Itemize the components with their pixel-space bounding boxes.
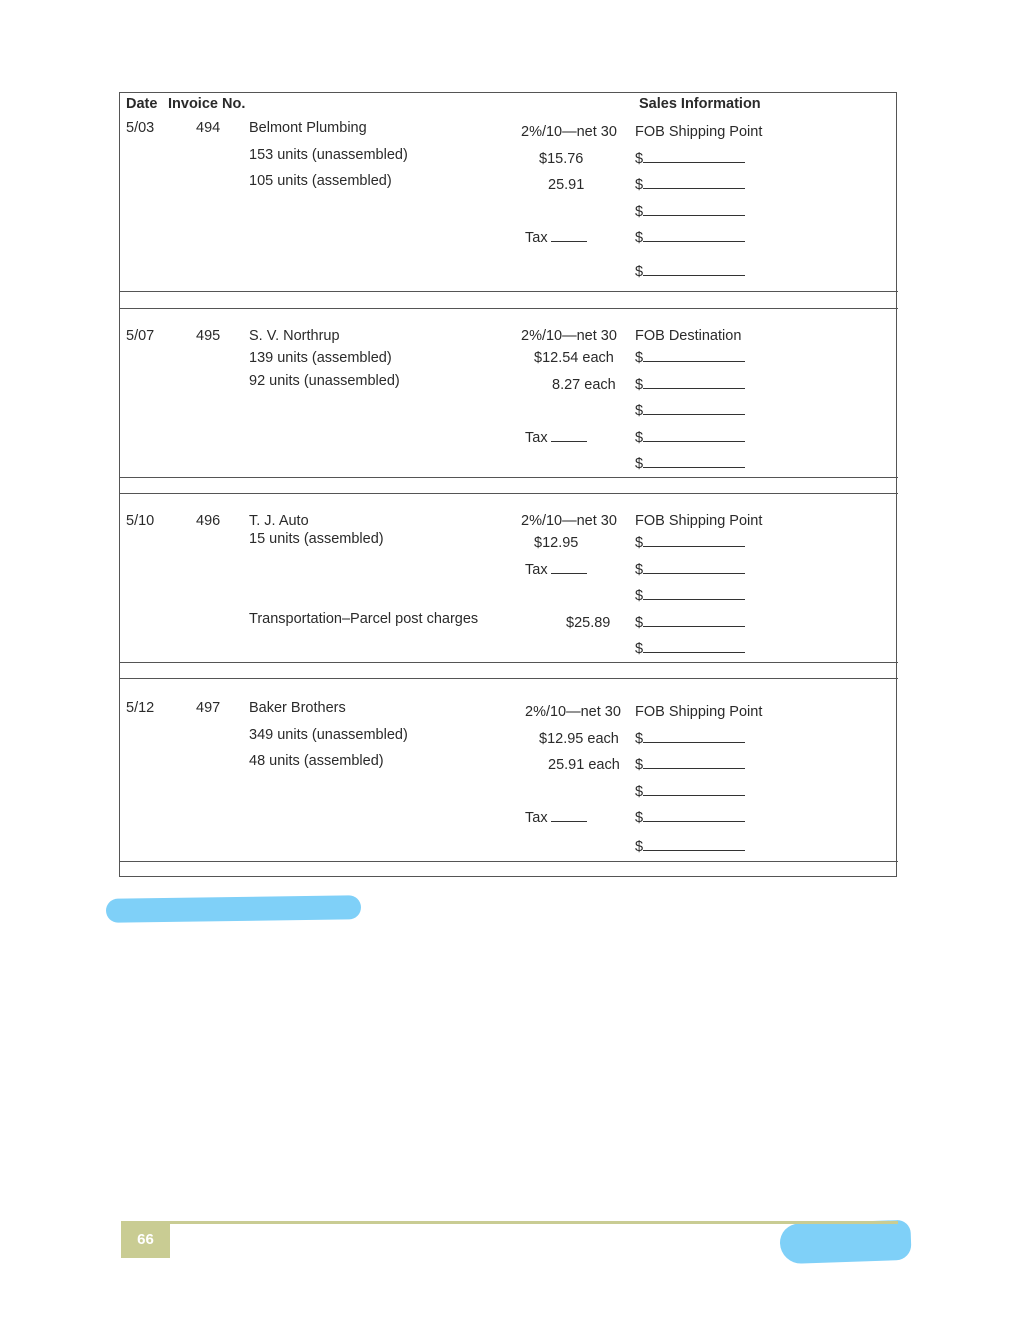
row-divider xyxy=(119,308,898,309)
fob-terms: FOB Destination xyxy=(635,328,742,344)
customer-name: Belmont Plumbing xyxy=(249,120,367,136)
invoice-date: 5/10 xyxy=(126,513,155,529)
tax-blank[interactable]: Tax xyxy=(525,809,587,827)
total-field[interactable]: $ xyxy=(635,263,745,281)
amount-field[interactable]: $ xyxy=(635,756,745,774)
amount-field[interactable]: $ xyxy=(635,783,745,801)
redaction-mark xyxy=(106,895,361,923)
page-number: 66 xyxy=(121,1221,170,1258)
amount-field[interactable]: $ xyxy=(635,176,745,194)
amount-field[interactable]: $ xyxy=(635,349,745,367)
row-divider xyxy=(119,493,898,494)
unit-price: $12.54 each xyxy=(534,350,614,366)
amount-field[interactable]: $ xyxy=(635,730,745,748)
invoice-number: 494 xyxy=(196,120,221,136)
invoice-number: 495 xyxy=(196,328,221,344)
customer-name: T. J. Auto xyxy=(249,513,309,529)
amount-field[interactable]: $ xyxy=(635,229,745,247)
payment-terms: 2%/10—net 30 xyxy=(521,513,617,529)
transportation-label: Transportation–Parcel post charges xyxy=(249,611,479,627)
amount-field[interactable]: $ xyxy=(635,402,745,420)
row-divider xyxy=(119,678,898,679)
invoice-date: 5/12 xyxy=(126,700,155,716)
footer-rule xyxy=(170,1221,898,1224)
amount-field[interactable]: $ xyxy=(635,561,745,579)
unit-price: 25.91 each xyxy=(548,757,620,773)
redaction-mark xyxy=(779,1220,911,1265)
tax-blank[interactable]: Tax xyxy=(525,229,587,247)
amount-field[interactable]: $ xyxy=(635,614,745,632)
header-sales-information: Sales Information xyxy=(639,96,761,112)
row-divider xyxy=(119,861,898,862)
line-item: 105 units (assembled) xyxy=(249,173,392,189)
fob-terms: FOB Shipping Point xyxy=(635,124,763,140)
amount-field[interactable]: $ xyxy=(635,587,745,605)
transportation-amount: $25.89 xyxy=(566,615,611,631)
line-item: 48 units (assembled) xyxy=(249,753,384,769)
payment-terms: 2%/10—net 30 xyxy=(521,328,617,344)
total-field[interactable]: $ xyxy=(635,838,745,856)
total-field[interactable]: $ xyxy=(635,640,745,658)
amount-field[interactable]: $ xyxy=(635,150,745,168)
row-divider xyxy=(119,291,898,292)
invoice-date: 5/07 xyxy=(126,328,155,344)
payment-terms: 2%/10—net 30 xyxy=(521,124,617,140)
total-field[interactable]: $ xyxy=(635,455,745,473)
unit-price: $12.95 each xyxy=(539,731,619,747)
header-date: Date xyxy=(126,96,158,112)
header-invoice-no: Invoice No. xyxy=(168,96,246,112)
customer-name: S. V. Northrup xyxy=(249,328,340,344)
fob-terms: FOB Shipping Point xyxy=(635,513,763,529)
unit-price: $12.95 xyxy=(534,535,579,551)
amount-field[interactable]: $ xyxy=(635,809,745,827)
unit-price: $15.76 xyxy=(539,151,584,167)
amount-field[interactable]: $ xyxy=(635,203,745,221)
row-divider xyxy=(119,662,898,663)
invoice-number: 496 xyxy=(196,513,221,529)
customer-name: Baker Brothers xyxy=(249,700,346,716)
fob-terms: FOB Shipping Point xyxy=(635,704,763,720)
line-item: 15 units (assembled) xyxy=(249,531,384,547)
unit-price: 25.91 xyxy=(548,177,585,193)
tax-blank[interactable]: Tax xyxy=(525,561,587,579)
sales-invoice-table xyxy=(119,92,897,877)
amount-field[interactable]: $ xyxy=(635,376,745,394)
amount-field[interactable]: $ xyxy=(635,429,745,447)
line-item: 139 units (assembled) xyxy=(249,350,392,366)
amount-field[interactable]: $ xyxy=(635,534,745,552)
line-item: 92 units (unassembled) xyxy=(249,373,400,389)
line-item: 349 units (unassembled) xyxy=(249,727,408,743)
invoice-number: 497 xyxy=(196,700,221,716)
unit-price: 8.27 each xyxy=(552,377,616,393)
payment-terms: 2%/10—net 30 xyxy=(525,704,621,720)
invoice-date: 5/03 xyxy=(126,120,155,136)
row-divider xyxy=(119,477,898,478)
tax-blank[interactable]: Tax xyxy=(525,429,587,447)
line-item: 153 units (unassembled) xyxy=(249,147,408,163)
